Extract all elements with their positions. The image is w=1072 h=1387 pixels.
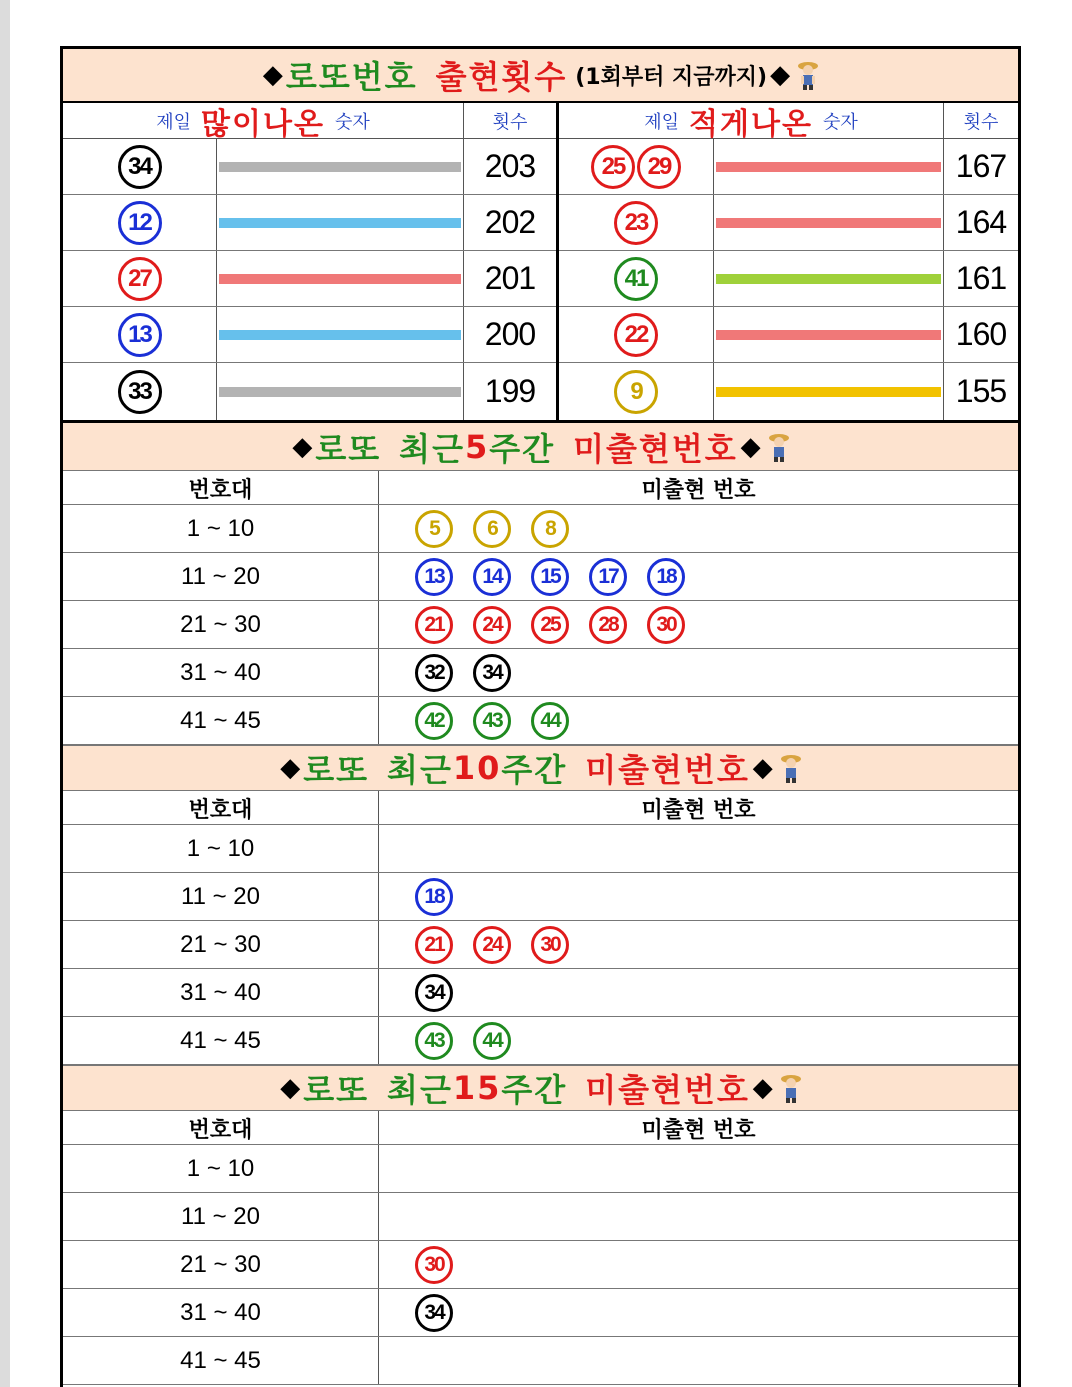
diamond-icon: ◆ [280,1073,301,1103]
least-row [559,251,1018,307]
number-ball: 21 [415,606,453,644]
least-bar-cell [714,139,944,194]
number-ball: 34 [415,1294,453,1332]
number-range: 21 ~ 30 [63,1241,379,1288]
most-bar [219,330,461,340]
number-ball: 25 [591,145,635,189]
least-bar-cell [714,307,944,362]
most-header-suffix: 숫자 [334,111,370,133]
least-bar-cell [714,363,944,420]
most-count: 200 [484,316,536,352]
most-row [63,251,556,307]
least-frequent-column [556,103,1018,420]
mascot-icon [766,431,792,463]
missing-row [63,1017,1018,1065]
title-missing: 미출현번호 [585,751,750,789]
missing-column-header [63,791,1018,825]
missing-row [63,969,1018,1017]
least-count: 160 [955,316,1007,352]
missing-numbers [379,697,1018,744]
number-ball: 22 [614,313,658,357]
missing-row [63,1145,1018,1193]
missing-numbers [379,649,1018,696]
mascot-icon [778,752,804,784]
number-ball: 17 [589,558,627,596]
least-frequent-rows [559,139,1018,420]
diamond-icon: ◆ [752,753,773,783]
number-range: 31 ~ 40 [63,1289,379,1336]
number-ball: 21 [415,926,453,964]
diamond-icon: ◆ [280,753,301,783]
number-ball: 44 [531,702,569,740]
lotto-stats-sheet [60,46,1021,1387]
most-row [63,139,556,195]
most-count-header: 횟수 [492,111,528,133]
most-frequent-column [63,103,556,420]
number-ball: 30 [531,926,569,964]
title-lotto: 로또 [303,1071,370,1109]
least-ball-cell [559,195,714,250]
least-bar [716,218,941,228]
diamond-icon: ◆ [292,431,313,462]
most-row [63,307,556,363]
number-range: 41 ~ 45 [63,697,379,744]
number-range: 1 ~ 10 [63,505,379,552]
number-ball: 29 [637,145,681,189]
least-ball-cell [559,307,714,362]
viewer-edge [0,0,10,1387]
missing-row [63,649,1018,697]
missing-sections [63,423,1018,1385]
number-ball: 42 [415,702,453,740]
number-ball: 13 [118,313,162,357]
range-column-label: 번호대 [63,791,379,824]
number-range: 21 ~ 30 [63,601,379,648]
missing-row [63,873,1018,921]
least-bar [716,387,941,397]
missing-title [63,1065,1018,1111]
missing-section [63,745,1018,1065]
missing-row [63,1193,1018,1241]
diamond-icon: ◆ [770,60,791,90]
title-weeks: 5 [465,427,490,466]
missing-numbers [379,1289,1018,1336]
missing-numbers [379,873,1018,920]
missing-column-header [63,1111,1018,1145]
least-header-highlight: 적게나온 [689,106,813,142]
number-ball: 6 [473,510,511,548]
least-frequent-header [559,103,1018,142]
missing-numbers [379,553,1018,600]
number-ball: 43 [473,702,511,740]
number-ball: 9 [614,370,658,414]
most-bar-cell [217,363,464,420]
title-weeks-unit: 주간 [501,751,568,789]
most-ball-cell [63,251,217,306]
number-ball: 30 [647,606,685,644]
missing-section [63,1065,1018,1385]
least-bar [716,330,941,340]
least-count: 161 [955,260,1007,296]
missing-numbers [379,825,1018,872]
most-count: 199 [484,373,536,409]
missing-row [63,825,1018,873]
title-missing: 미출현번호 [585,1071,750,1109]
title-weeks-unit: 주간 [501,1071,568,1109]
least-bar [716,274,941,284]
missing-row [63,921,1018,969]
number-ball: 27 [118,257,162,301]
number-range: 41 ~ 45 [63,1337,379,1384]
title-range-note: (1회부터 지금까지) [575,64,768,90]
title-weeks: 15 [452,1069,502,1107]
least-ball-cell [559,139,714,194]
numbers-column-label: 미출현 번호 [641,478,756,503]
missing-row [63,1241,1018,1289]
most-count: 203 [484,148,536,184]
mascot-icon [778,1072,804,1104]
most-frequent-rows [63,139,556,420]
diamond-icon: ◆ [740,431,761,462]
title-appearance-count: 출현횟수 [435,58,568,96]
number-ball: 41 [614,257,658,301]
title-recent: 최근 [399,429,465,468]
number-ball: 43 [415,1022,453,1060]
missing-row [63,505,1018,553]
number-ball: 33 [118,370,162,414]
most-ball-cell [63,307,217,362]
number-ball: 18 [647,558,685,596]
missing-section [63,423,1018,745]
least-count: 164 [955,204,1007,240]
title-lotto: 로또 [315,429,382,468]
least-row [559,139,1018,195]
number-range: 31 ~ 40 [63,649,379,696]
most-header-highlight: 많이나온 [201,106,325,142]
most-bar [219,218,461,228]
most-ball-cell [63,139,217,194]
number-range: 1 ~ 10 [63,825,379,872]
number-ball: 30 [415,1246,453,1284]
title-recent: 최근 [387,1071,453,1109]
most-bar-cell [217,251,464,306]
missing-column-header [63,471,1018,505]
missing-row [63,697,1018,745]
most-bar [219,387,461,397]
missing-numbers [379,921,1018,968]
most-header-prefix: 제일 [156,111,192,133]
most-bar [219,274,461,284]
number-ball: 32 [415,654,453,692]
number-ball: 25 [531,606,569,644]
missing-numbers [379,969,1018,1016]
title-weeks: 10 [452,749,502,787]
most-ball-cell [63,195,217,250]
missing-row [63,553,1018,601]
number-ball: 34 [473,654,511,692]
missing-numbers [379,601,1018,648]
most-row [63,363,556,420]
number-range: 11 ~ 20 [63,873,379,920]
most-frequent-header [63,103,556,142]
missing-title [63,745,1018,791]
most-count: 202 [484,204,536,240]
least-row [559,363,1018,420]
missing-row [63,1337,1018,1385]
missing-numbers [379,1017,1018,1064]
missing-numbers [379,1337,1018,1384]
title-lotto-number: 로또번호 [285,58,418,96]
number-range: 21 ~ 30 [63,921,379,968]
missing-row [63,601,1018,649]
frequency-title [63,49,1018,103]
most-bar [219,162,461,172]
most-row [63,195,556,251]
most-ball-cell [63,363,217,420]
number-range: 31 ~ 40 [63,969,379,1016]
least-bar [716,162,941,172]
missing-numbers [379,1193,1018,1240]
number-ball: 34 [415,974,453,1012]
least-count: 155 [955,373,1007,409]
least-bar-cell [714,251,944,306]
diamond-icon: ◆ [752,1073,773,1103]
title-recent: 최근 [387,751,453,789]
least-bar-cell [714,195,944,250]
number-ball: 13 [415,558,453,596]
number-ball: 8 [531,510,569,548]
title-lotto: 로또 [303,751,370,789]
least-count-header: 횟수 [963,111,999,133]
missing-title [63,423,1018,471]
number-ball: 15 [531,558,569,596]
least-count: 167 [955,148,1007,184]
number-ball: 24 [473,926,511,964]
least-header-prefix: 제일 [644,111,680,133]
number-range: 1 ~ 10 [63,1145,379,1192]
number-ball: 14 [473,558,511,596]
number-range: 41 ~ 45 [63,1017,379,1064]
least-ball-cell [559,251,714,306]
most-count: 201 [484,260,536,296]
missing-row [63,1289,1018,1337]
number-ball: 24 [473,606,511,644]
most-bar-cell [217,195,464,250]
mascot-icon [795,59,821,91]
most-bar-cell [217,307,464,362]
least-ball-cell [559,363,714,420]
title-weeks-unit: 주간 [489,429,556,468]
missing-numbers [379,1145,1018,1192]
number-ball: 34 [118,145,162,189]
numbers-column-label: 미출현 번호 [641,1118,756,1143]
least-header-suffix: 숫자 [822,111,858,133]
number-range: 11 ~ 20 [63,553,379,600]
numbers-column-label: 미출현 번호 [641,798,756,823]
number-ball: 28 [589,606,627,644]
frequency-table [63,103,1018,423]
number-ball: 18 [415,878,453,916]
missing-numbers [379,505,1018,552]
range-column-label: 번호대 [63,471,379,504]
least-row [559,307,1018,363]
missing-numbers [379,1241,1018,1288]
least-row [559,195,1018,251]
number-range: 11 ~ 20 [63,1193,379,1240]
title-missing: 미출현번호 [573,429,738,468]
diamond-icon: ◆ [262,60,283,90]
number-ball: 12 [118,201,162,245]
number-ball: 23 [614,201,658,245]
number-ball: 5 [415,510,453,548]
number-ball: 44 [473,1022,511,1060]
range-column-label: 번호대 [63,1111,379,1144]
most-bar-cell [217,139,464,194]
